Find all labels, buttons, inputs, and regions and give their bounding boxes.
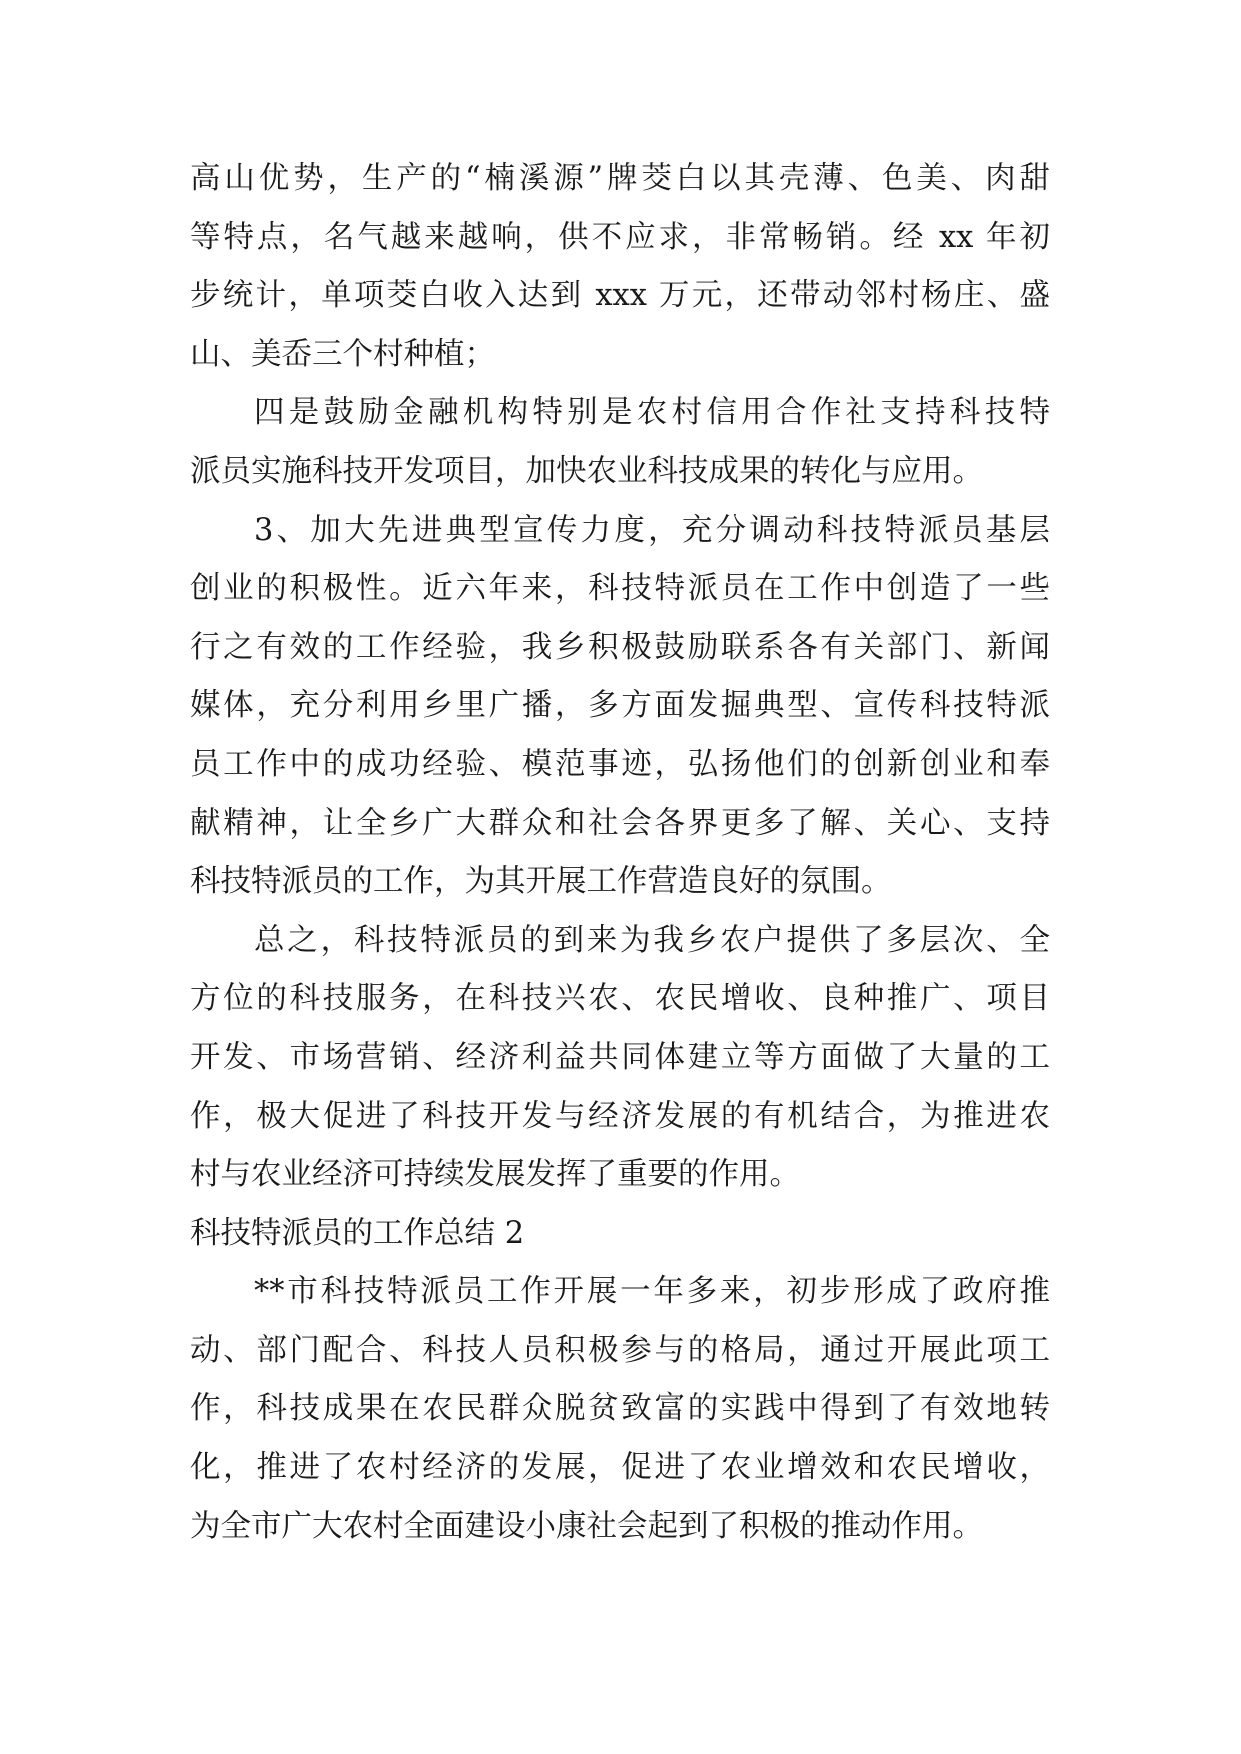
text-line: 四是鼓励金融机构特别是农村信用合作社支持科技特 <box>254 395 1050 431</box>
text-line: 步统计，单项茭白收入达到 xxx 万元，还带动邻村杨庄、盛 <box>190 278 1050 314</box>
text-line: 派员实施科技开发项目，加快农业科技成果的转化与应用。 <box>190 453 983 489</box>
text-line: 3、加大先进典型宣传力度，充分调动科技特派员基层 <box>254 512 1050 548</box>
text-line: 开发、市场营销、经济利益共同体建立等方面做了大量的工 <box>190 1039 1050 1075</box>
text-line: 总之，科技特派员的到来为我乡农户提供了多层次、全 <box>254 922 1050 958</box>
text-line: 作，极大促进了科技开发与经济发展的有机结合，为推进农 <box>190 1098 1050 1134</box>
text-line: 行之有效的工作经验，我乡积极鼓励联系各有关部门、新闻 <box>190 629 1050 665</box>
text-line: 方位的科技服务，在科技兴农、农民增收、良种推广、项目 <box>190 981 1050 1017</box>
text-line: 动、部门配合、科技人员积极参与的格局，通过开展此项工 <box>190 1332 1050 1368</box>
text-line: 献精神，让全乡广大群众和社会各界更多了解、关心、支持 <box>190 805 1050 841</box>
text-line: 作，科技成果在农民群众脱贫致富的实践中得到了有效地转 <box>190 1391 1050 1427</box>
document-page <box>190 150 1050 1556</box>
text-line: 化，推进了农村经济的发展，促进了农业增效和农民增收， <box>190 1450 1050 1486</box>
text-line: 山、美岙三个村种植； <box>190 336 495 372</box>
paragraph-3 <box>190 502 1050 912</box>
text-line: **市科技特派员工作开展一年多来，初步形成了政府推 <box>254 1274 1050 1310</box>
text-line: 村与农业经济可持续发展发挥了重要的作用。 <box>190 1157 800 1193</box>
paragraph-4 <box>190 912 1050 1205</box>
text-line: 等特点，名气越来越响，供不应求，非常畅销。经 xx 年初 <box>190 219 1050 255</box>
text-line: 员工作中的成功经验、模范事迹，弘扬他们的创新创业和奉 <box>190 746 1050 782</box>
section-heading: 科技特派员的工作总结 2 <box>190 1215 525 1251</box>
paragraph-1 <box>190 150 1050 384</box>
paragraph-5 <box>190 1263 1050 1556</box>
text-line: 创业的积极性。近六年来，科技特派员在工作中创造了一些 <box>190 571 1050 607</box>
text-line: 科技特派员的工作，为其开展工作营造良好的氛围。 <box>190 864 892 900</box>
paragraph-2 <box>190 384 1050 501</box>
text-line: 媒体，充分利用乡里广播，多方面发掘典型、宣传科技特派 <box>190 688 1050 724</box>
text-line: 为全市广大农村全面建设小康社会起到了积极的推动作用。 <box>190 1508 983 1544</box>
text-line: 高山优势，生产的“楠溪源”牌茭白以其壳薄、色美、肉甜 <box>190 161 1050 196</box>
